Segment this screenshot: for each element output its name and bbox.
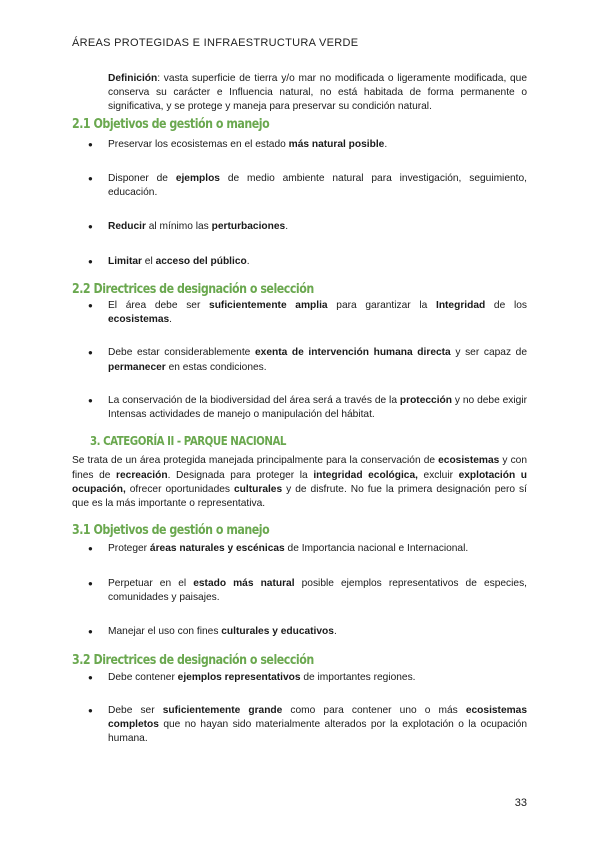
list-item (72, 577, 527, 605)
bold-text: protección (399, 394, 452, 406)
bold-text: Limitar (108, 255, 142, 267)
bullet-icon: ● (88, 544, 93, 554)
bold-text: culturales (234, 483, 283, 495)
list-item (72, 138, 527, 152)
category-3-heading: 3. CATEGORÍA II - PARQUE NACIONAL (90, 433, 286, 449)
list-item (72, 542, 527, 556)
text-run: como para contener uno o más (282, 704, 466, 716)
text-run: Perpetuar en el (108, 577, 194, 589)
text-run: de importantes regiones. (300, 672, 416, 684)
bullet-icon: ● (88, 673, 93, 683)
list-item (72, 625, 527, 639)
text-run: El área debe ser (108, 300, 210, 312)
list-item (72, 220, 527, 234)
text-run: Disponer de (108, 173, 176, 185)
text-run: posible ejemplos representativos de especies, comunidades y paisajes. (108, 577, 527, 603)
bold-text: estado más natural (193, 577, 295, 589)
bullet-icon: ● (88, 348, 93, 358)
section-2-2-heading: 2.2 Directrices de designación o selección (72, 280, 314, 297)
bold-text: permanecer (108, 361, 166, 373)
bullet-icon: ● (88, 222, 93, 232)
category-3-paragraph (72, 454, 527, 511)
text-run: La conservación de la biodiversidad del área será a través de la (108, 394, 400, 406)
bold-text: áreas naturales y escénicas (149, 543, 285, 555)
text-run: . (333, 626, 337, 638)
definition-term: Definición (108, 73, 158, 84)
text-run: que no hayan sido materialmente alterados por la explotación o la ocupación humana. (108, 718, 527, 745)
definition-text: : vasta superficie de tierra y/o mar no modificada o ligeramente modificada, que conserva su carácter e Influencia natural, no está habitada de forma permanente o significativa, y se protege y maneja para preservar su condición natural. (108, 73, 527, 113)
list-item (72, 671, 527, 685)
section-3-1-heading: 3.1 Objetivos de gestión o manejo (72, 522, 270, 539)
bold-text: ecosistemas (108, 314, 170, 326)
section-3-2-heading: 3.2 Directrices de designación o selección (72, 652, 314, 669)
section-2-2-list (72, 299, 527, 422)
list-item (72, 704, 527, 747)
section-2-1-heading: 2.1 Objetivos de gestión o manejo (72, 115, 270, 132)
bold-text: culturales y educativos (221, 626, 334, 638)
text-run: Se trata de un área protegida manejada principalmente para la conservación de (72, 455, 439, 467)
bold-text: ecosistemas (438, 455, 500, 467)
bullet-icon: ● (88, 256, 93, 266)
list-item (72, 172, 527, 200)
text-run: de medio ambiente natural para investigación, seguimiento, educación. (108, 173, 527, 199)
bold-text: explotación u ocupación, (72, 469, 527, 495)
list-item (72, 255, 527, 269)
section-3-2-list (72, 671, 527, 746)
text-run: al mínimo las (145, 221, 212, 233)
bold-text: Integridad (435, 300, 486, 312)
bold-text: recreación (116, 469, 168, 481)
text-run: de Importancia nacional e Internacional. (284, 543, 469, 555)
running-header: ÁREAS PROTEGIDAS E INFRAESTRUCTURA VERDE (72, 37, 359, 49)
text-run: Proteger (108, 543, 150, 555)
text-run: y con fines de (72, 455, 527, 481)
bullet-icon: ● (88, 174, 93, 184)
text-run: ofrecer oportunidades (125, 483, 235, 495)
section-3-1-list (72, 542, 527, 639)
bullet-icon: ● (88, 139, 93, 149)
text-run: . Designada para proteger la (167, 469, 314, 481)
bold-text: acceso del público (155, 255, 247, 267)
bullet-icon: ● (88, 301, 93, 311)
list-item (72, 394, 527, 422)
text-run: . (246, 255, 250, 267)
text-run: y no debe exigir Intensas actividades de manejo o manipulación del hábitat. (108, 394, 527, 421)
text-run: Preservar los ecosistemas en el estado (108, 138, 289, 150)
page-content (72, 72, 527, 746)
bold-text: más natural posible (288, 138, 385, 150)
list-item (72, 346, 527, 374)
text-run: de los (485, 300, 527, 312)
text-run: Debe estar considerablemente (108, 347, 255, 359)
page-number: 33 (514, 797, 527, 809)
bullet-icon: ● (88, 395, 93, 405)
bullet-icon: ● (88, 705, 93, 715)
text-run: para garantizar la (327, 300, 436, 312)
text-run: el (141, 255, 156, 267)
bold-text: Reducir (108, 221, 146, 233)
bold-text: exenta de intervención humana directa (254, 347, 451, 359)
bullet-icon: ● (88, 578, 93, 588)
text-run: excluir (417, 469, 459, 481)
bold-text: suficientemente grande (162, 704, 283, 716)
bullet-icon: ● (88, 627, 93, 637)
text-run: en estas condiciones. (165, 361, 267, 373)
text-run: . (384, 138, 388, 150)
text-run: y de disfrute. No fue la primera designación pero sí que es la más importante o representativa. (72, 483, 527, 510)
list-item (72, 299, 527, 327)
text-run: . (169, 314, 173, 326)
text-run: Debe ser (108, 704, 163, 716)
bold-text: ecosistemas completos (108, 704, 528, 730)
bold-text: suficientemente amplia (209, 300, 328, 312)
text-run: Debe contener (108, 672, 178, 684)
text-run: Manejar el uso con fines (108, 626, 222, 638)
definition-paragraph (108, 72, 527, 115)
bold-text: ejemplos representativos (177, 672, 301, 684)
bold-text: integridad ecológica, (313, 469, 418, 481)
text-run: . (285, 221, 289, 233)
text-run: y ser capaz de (450, 347, 528, 359)
bold-text: ejemplos (175, 173, 220, 185)
bold-text: perturbaciones (211, 221, 286, 233)
section-2-1-list (72, 138, 527, 269)
